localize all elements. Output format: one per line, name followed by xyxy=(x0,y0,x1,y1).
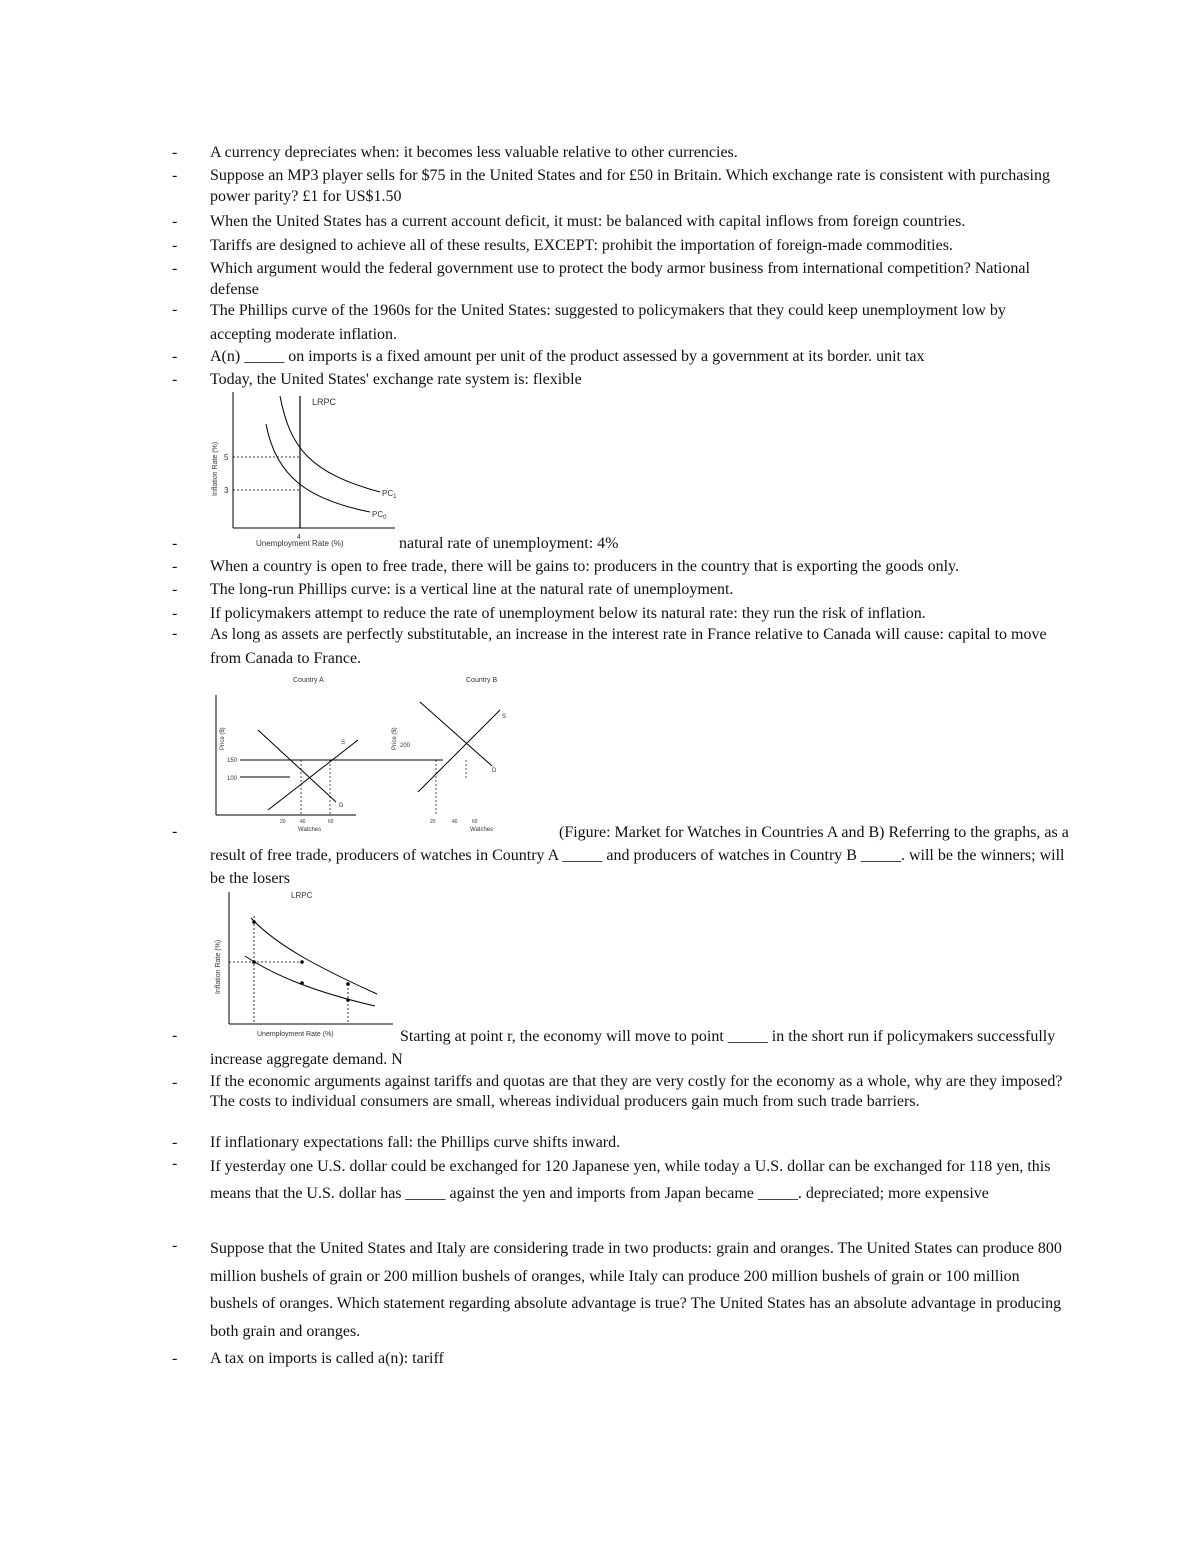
bullet-dash: - xyxy=(172,237,178,254)
country-b-x-label: Watches xyxy=(470,827,494,833)
item-text: A currency depreciates when: it becomes less valuable relative to other currencies. xyxy=(210,144,738,161)
bullet-dash: - xyxy=(172,348,178,365)
country-a-d-label: D xyxy=(339,803,344,809)
country-b-x-tick-3: 60 xyxy=(472,819,478,825)
watch-market-graph xyxy=(208,670,528,838)
item-text: The Phillips curve of the 1960s for the United States: suggested to policymakers that they could keep unemployment low by accepting moderate inflation. xyxy=(210,302,1006,343)
tick-label-5: 5 xyxy=(224,453,229,462)
lrpc-label: LRPC xyxy=(291,891,313,900)
country-a-x-tick-1: 20 xyxy=(280,819,286,825)
country-a-x-tick-3: 60 xyxy=(328,819,334,825)
x-axis-label: Unemployment Rate (%) xyxy=(256,539,344,548)
item-text: Tariffs are designed to achieve all of these results, EXCEPT: prohibit the importation of foreign-made commodities. xyxy=(210,237,953,254)
price-100-label: 100 xyxy=(227,776,238,782)
pc1-label: $PC_1$ xyxy=(382,489,397,500)
pc0-curve xyxy=(266,424,370,512)
price-150-label: 150 xyxy=(227,758,238,764)
item-text: Today, the United States' exchange rate system is: flexible xyxy=(210,371,582,388)
list-item xyxy=(172,579,1072,600)
point-marker xyxy=(300,981,304,985)
bullet-dash: - xyxy=(172,213,178,230)
item-text: Suppose that the United States and Italy are considering trade in two products: grain and oranges. The United States can produce 800 million bushels of grain or 200 million bushels of oranges, while Italy can produce 200 million bushels of grain or 100 million bushels of oranges. Which statement regarding absolute advantage is true? The United States has an absolute advantage in producing both grain and oranges. xyxy=(210,1240,1062,1340)
country-b-d-label: D xyxy=(492,768,497,774)
price-200-label: 200 xyxy=(400,743,411,749)
list-item xyxy=(172,165,1072,209)
list-item xyxy=(172,346,1072,367)
item-text: The long-run Phillips curve: is a vertical line at the natural rate of unemployment. xyxy=(210,581,734,598)
bullet-dash: - xyxy=(172,605,178,622)
bullet-dash: - xyxy=(172,535,178,552)
bullet-dash: - xyxy=(172,625,178,642)
bullet-dash: - xyxy=(172,1074,178,1091)
bullet-dash: - xyxy=(172,823,178,840)
bullet-dash: - xyxy=(172,1027,178,1044)
list-item xyxy=(172,258,1072,300)
list-item xyxy=(172,211,1072,232)
list-item xyxy=(172,299,1072,343)
list-item xyxy=(172,142,1072,163)
bullet-dash: - xyxy=(172,301,178,318)
item-text: If policymakers attempt to reduce the rate of unemployment below its natural rate: they run the risk of inflation. xyxy=(210,605,926,622)
bullet-dash: - xyxy=(172,371,178,388)
item-text: When a country is open to free trade, there will be gains to: producers in the country that is exporting the goods only. xyxy=(210,558,959,575)
bullet-dash: - xyxy=(172,1134,178,1151)
y-axis-label: Inflation Rate (%) xyxy=(212,441,219,496)
tick-label-4: 4 xyxy=(297,534,301,541)
point-marker xyxy=(252,960,256,964)
country-b-title: Country B xyxy=(466,677,498,684)
tick-label-3: 3 xyxy=(224,486,229,495)
upper-phillips-curve xyxy=(251,918,377,994)
item-text: natural rate of unemployment: 4% xyxy=(399,535,619,552)
list-item xyxy=(172,821,1072,888)
pc0-label: $PC_0$ xyxy=(372,510,387,521)
bullet-dash: - xyxy=(172,144,178,161)
item-text: Starting at point r, the economy will move to point _____ in the short run if policymakers successfully increase aggregate demand. N xyxy=(210,1028,1056,1068)
bullet-dash: - xyxy=(172,581,178,598)
lower-phillips-curve xyxy=(245,956,375,1006)
list-item xyxy=(172,1153,1072,1233)
point-marker xyxy=(300,960,304,964)
item-text: A(n) _____ on imports is a fixed amount per unit of the product assessed by a government at its border. unit tax xyxy=(210,348,925,365)
country-a-x-tick-2: 40 xyxy=(300,819,306,825)
item-text: As long as assets are perfectly substitutable, an increase in the interest rate in France relative to Canada will cause: capital to move from Canada to France. xyxy=(210,626,1047,667)
item-text: Suppose an MP3 player sells for $75 in the United States and for £50 in Britain. Which exchange rate is consistent with purchasing power parity? £1 for US$1.50 xyxy=(210,167,1050,205)
country-a-title: Country A xyxy=(293,677,324,684)
y-axis-label: Inflation Rate (%) xyxy=(215,939,222,994)
country-b-supply xyxy=(418,710,500,792)
bullet-dash: - xyxy=(172,1350,178,1367)
list-item xyxy=(172,1348,1072,1369)
item-text: A tax on imports is called a(n): tariff xyxy=(210,1350,444,1367)
country-b-x-tick-1: 20 xyxy=(430,819,436,825)
pc1-curve xyxy=(280,396,380,492)
list-item xyxy=(172,235,1072,256)
point-marker xyxy=(252,920,256,924)
point-marker xyxy=(346,982,350,986)
item-text: (Figure: Market for Watches in Countries A and B) Referring to the graphs, as a result of free trade, producers of watches in Country A _____ and producers of watches in Country B _____. will be the winners; will be the losers xyxy=(210,824,1069,887)
list-item xyxy=(172,369,1072,390)
list-item xyxy=(172,1132,1072,1153)
bullet-dash: - xyxy=(172,558,178,575)
list-item xyxy=(172,603,1072,624)
country-a-y-label: Price ($) xyxy=(220,727,226,750)
country-b-demand xyxy=(420,702,492,766)
bullet-dash: - xyxy=(172,1237,178,1254)
x-axis-label: Unemployment Rate (%) xyxy=(257,1031,334,1038)
list-item xyxy=(172,623,1072,667)
country-a-supply xyxy=(268,740,358,810)
item-text: Which argument would the federal government use to protect the body armor business from international competition? National defense xyxy=(210,260,1030,298)
list-item xyxy=(172,1072,1072,1132)
phillips-curve-graph-2 xyxy=(205,886,395,1040)
item-text: When the United States has a current account deficit, it must: be balanced with capital inflows from foreign countries. xyxy=(210,213,966,230)
country-b-y-label: Price ($) xyxy=(392,727,398,750)
point-marker xyxy=(346,998,350,1002)
list-item xyxy=(172,556,1072,577)
bullet-dash: - xyxy=(172,167,178,184)
phillips-curve-graph-1 xyxy=(200,388,410,550)
country-a-x-label: Watches xyxy=(298,827,322,833)
bullet-dash: - xyxy=(172,260,178,277)
country-b-x-tick-2: 40 xyxy=(452,819,458,825)
list-item xyxy=(172,533,1072,554)
item-text: If the economic arguments against tariffs and quotas are that they are very costly for the economy as a whole, why are they imposed? The costs to individual consumers are small, whereas individual producers gain much from such trade barriers. xyxy=(210,1073,1063,1110)
country-a-s-label: S xyxy=(341,740,346,746)
item-text: If yesterday one U.S. dollar could be exchanged for 120 Japanese yen, while today a U.S. dollar can be exchanged for 118 yen, this means that the U.S. dollar has _____ against the yen and imports from Japan became _____. depreciated; more expensive xyxy=(210,1158,1051,1202)
bullet-dash: - xyxy=(172,1155,178,1172)
country-b-s-label: S xyxy=(502,714,507,720)
item-text: If inflationary expectations fall: the Phillips curve shifts inward. xyxy=(210,1134,621,1151)
list-item xyxy=(172,1025,1072,1069)
list-item xyxy=(172,1235,1072,1345)
lrpc-label: LRPC xyxy=(312,397,337,407)
